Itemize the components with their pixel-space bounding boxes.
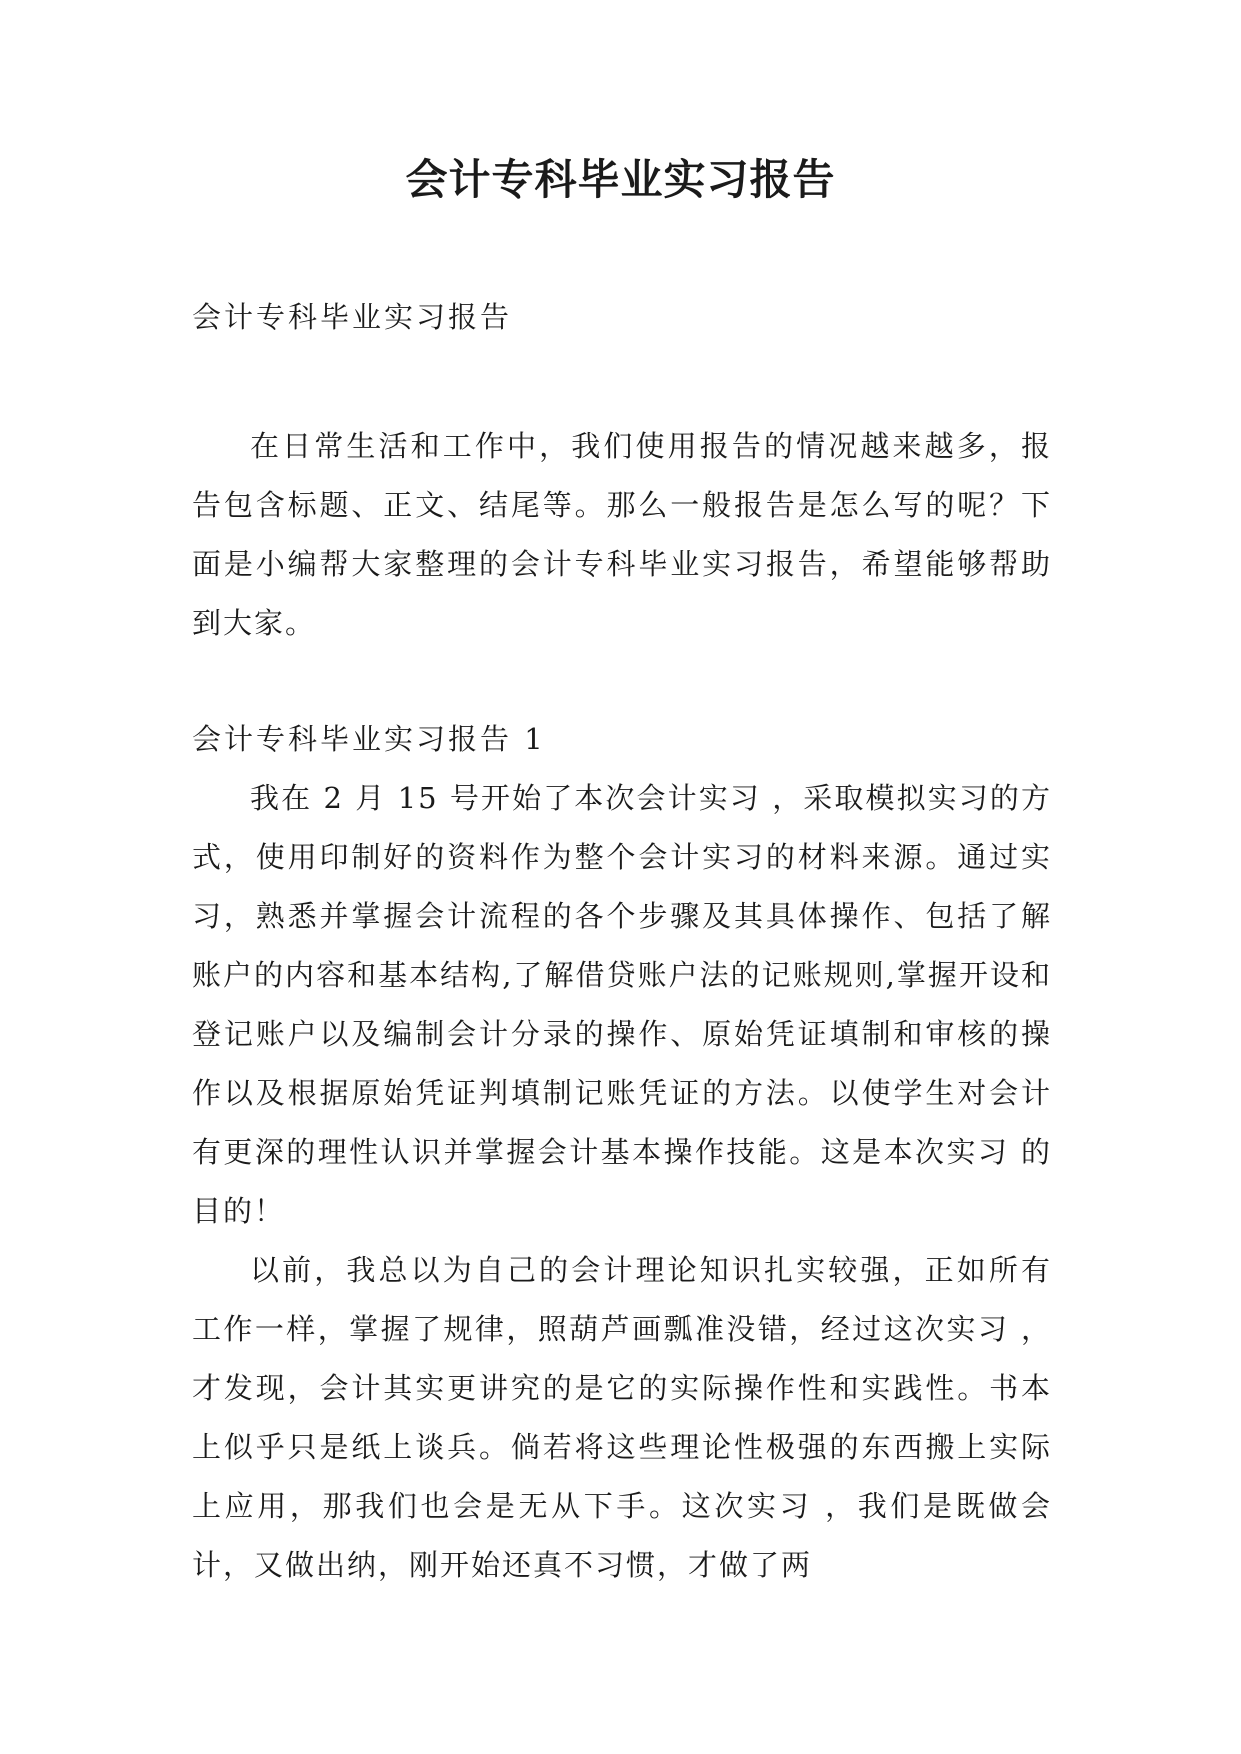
section-paragraph-2: 以前，我总以为自己的会计理论知识扎实较强，正如所有工作一样，掌握了规律，照葫芦画瓢准没错，经过这次实习 ，才发现，会计其实更讲究的是它的实际操作性和实践性。书本上似乎只是纸上谈兵。倘若将这些理论性极强的东西搬上实际上应用，那我们也会是无从下手。这次实习 ，我们是既做会计，又做出纳，刚开始还真不习惯，才做了两 bbox=[192, 1253, 1052, 1582]
intro-paragraph: 在日常生活和工作中，我们使用报告的情况越来越多，报告包含标题、正文、结尾等。那么一般报告是怎么写的呢？下面是小编帮大家整理的会计专科毕业实习报告，希望能够帮助到大家。 bbox=[192, 429, 1052, 640]
document-title: 会计专科毕业实习报告 bbox=[405, 155, 836, 204]
spacer bbox=[192, 347, 1052, 417]
section-paragraph-1: 我在 2 月 15 号开始了本次会计实习 ，采取模拟实习的方式，使用印制好的资料作为整个会计实习的材料来源。通过实习，熟悉并掌握会计流程的各个步骤及其具体操作、包括了解账户的内容和基本结构,了解借贷账户法的记账规则,掌握开设和登记账户以及编制会计分录的操作、原始凭证填制和审核的操作以及根据原始凭证判填制记账凭证的方法。以使学生对会计有更深的理性认识并掌握会计基本操作技能。这是本次实习 的目的！ bbox=[192, 781, 1052, 1228]
section-heading: 会计专科毕业实习报告 1 bbox=[192, 722, 546, 756]
document-body bbox=[192, 288, 1052, 1595]
spacer bbox=[192, 653, 1052, 710]
document-subtitle: 会计专科毕业实习报告 bbox=[192, 300, 513, 334]
